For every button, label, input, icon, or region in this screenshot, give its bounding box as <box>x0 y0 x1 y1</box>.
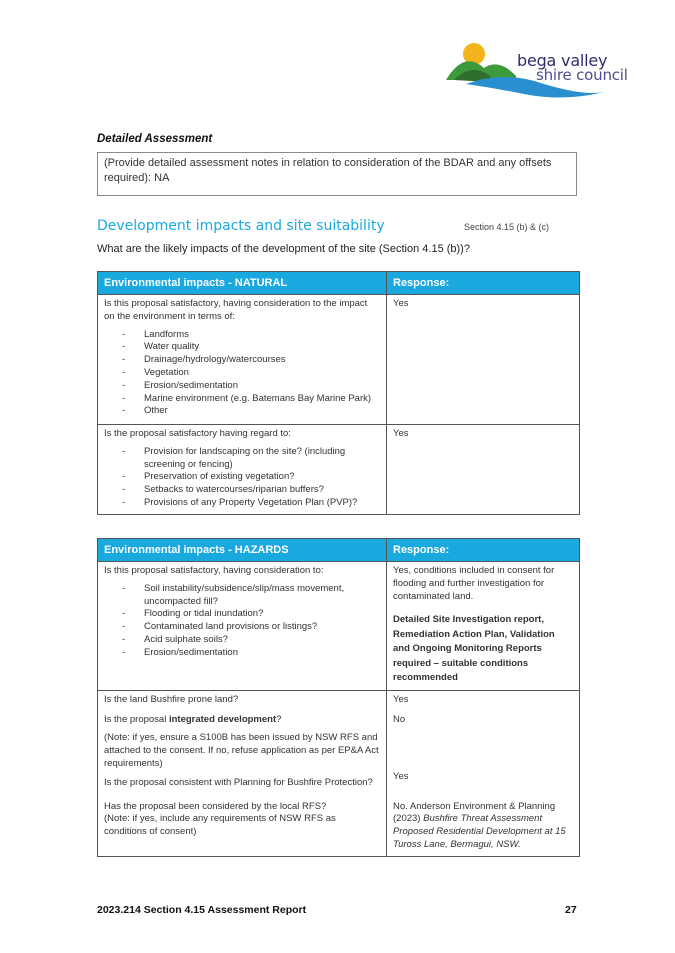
table-row <box>98 425 580 515</box>
hazards-row2-response: Yes <box>387 690 580 710</box>
list-item: - Landforms <box>144 329 380 342</box>
table-row <box>98 711 580 794</box>
list-item: - Preservation of existing vegetation? <box>144 471 380 484</box>
hazards-row2-question: Is the land Bushfire prone land? <box>98 690 387 710</box>
natural-row1-list <box>104 329 380 419</box>
list-item: - Flooding or tidal inundation? <box>144 608 380 621</box>
hazards-row4-question: Has the proposal been considered by the local RFS? <box>104 800 327 812</box>
natural-impacts-table <box>97 271 580 515</box>
table-row <box>98 562 580 691</box>
hazards-row3-response: No <box>393 713 406 725</box>
hazards-row1-question: Is this proposal satisfactory, having consideration to: <box>104 565 324 576</box>
hazards-row1-response: Yes, conditions included in consent for flooding and further investigation for contaminated land. <box>393 565 555 602</box>
hazards-row1-response-bold: Detailed Site Investigation report, Remediation Action Plan, Validation and Ongoing Monitoring Reports required – suitable conditions recommended <box>393 614 555 684</box>
natural-row1-question: Is this proposal satisfactory, having consideration to the impact on the environment in terms of: <box>104 298 368 322</box>
hazards-row3-question2: Is the proposal consistent with Planning for Bushfire Protection? <box>104 776 373 788</box>
natural-row2-list <box>104 446 380 510</box>
list-item: - Other <box>144 405 380 418</box>
detailed-assessment-heading: Detailed Assessment <box>97 133 213 145</box>
list-item: - Marine environment (e.g. Batemans Bay Marine Park) <box>144 393 380 406</box>
natural-row2-response: Yes <box>387 425 580 515</box>
detailed-assessment-box: (Provide detailed assessment notes in relation to consideration of the BDAR and any offsets required): NA <box>97 152 577 196</box>
natural-row2-question: Is the proposal satisfactory having regard to: <box>104 428 291 439</box>
logo-text-line2: shire council <box>536 66 628 84</box>
hazards-header: Environmental impacts - HAZARDS <box>98 539 387 562</box>
hazards-row3-note: (Note: if yes, ensure a S100B has been issued by NSW RFS and attached to the consent. If no, refuse application as per EP&A Act requirements) <box>104 732 379 770</box>
list-item: - Provisions of any Property Vegetation Plan (PVP)? <box>144 497 380 510</box>
table-row <box>98 295 580 425</box>
hazards-impacts-table <box>97 538 580 857</box>
table-row <box>98 690 580 710</box>
hazards-row1-list <box>104 583 380 660</box>
hazards-row3-question: Is the proposal integrated development? <box>104 713 282 725</box>
hazards-row4-response: No. Anderson Environment & Planning (2023) <box>393 800 556 825</box>
hazards-row3-response2: Yes <box>393 771 409 783</box>
hazards-row4-response-italic: Bushfire Threat Assessment Proposed Residential Development at 15 Tuross Lane, Bermagui, NSW. <box>393 813 566 851</box>
list-item: - Erosion/sedimentation <box>144 647 380 660</box>
table-row <box>98 794 580 857</box>
list-item: - Water quality <box>144 341 380 354</box>
list-item: - Setbacks to watercourses/riparian buffers? <box>144 484 380 497</box>
list-item: - Erosion/sedimentation <box>144 380 380 393</box>
natural-header: Environmental impacts - NATURAL <box>98 272 387 295</box>
section-title: Development impacts and site suitability <box>97 218 385 234</box>
natural-response-header: Response: <box>387 272 580 295</box>
section-question: What are the likely impacts of the development of the site (Section 4.15 (b))? <box>97 243 470 255</box>
hazards-row4-note: (Note: if yes, include any requirements of NSW RFS as conditions of consent) <box>104 813 336 838</box>
list-item: - Provision for landscaping on the site? (including screening or fencing) <box>144 446 380 472</box>
section-reference: Section 4.15 (b) & (c) <box>464 222 550 232</box>
list-item: - Acid sulphate soils? <box>144 634 380 647</box>
list-item: - Vegetation <box>144 367 380 380</box>
hazards-response-header: Response: <box>387 539 580 562</box>
logo-text-line1: bega valley <box>517 51 608 70</box>
council-logo <box>444 40 634 102</box>
list-item: - Contaminated land provisions or listings? <box>144 621 380 634</box>
list-item: - Soil instability/subsidence/slip/mass movement, uncompacted fill? <box>144 583 380 609</box>
page-number: 27 <box>565 904 577 916</box>
footer-report-title: 2023.214 Section 4.15 Assessment Report <box>97 904 307 916</box>
natural-row1-response: Yes <box>387 295 580 425</box>
list-item: - Drainage/hydrology/watercourses <box>144 354 380 367</box>
